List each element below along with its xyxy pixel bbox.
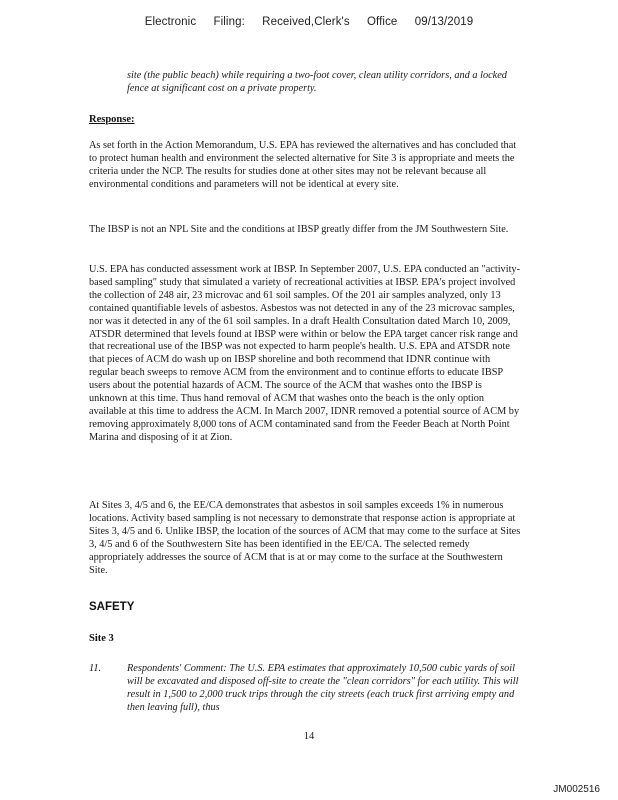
header-electronic: Electronic — [144, 16, 197, 28]
header-filing: Filing: — [213, 16, 245, 28]
page-number: 14 — [303, 731, 315, 742]
header-received: Received,Clerk's — [262, 16, 350, 28]
bates-number: JM002516 — [553, 784, 600, 795]
site-heading: Site 3 — [89, 633, 114, 644]
paragraph-3: U.S. EPA has conducted assessment work at IBSP. In September 2007, U.S. EPA conducted an "activity-based sampling" study that simulated a variety of recreational activities at IBSP. EPA's project involved the collection of 248 air, 23 microvac and 61 soil samples. Of the 201 air samples analyzed, only 13 contained quantifiable levels of asbestos. Asbestos was not detected in any of the 23 microvac samples, nor was it detected in any of the 61 soil samples. In a draft Health Consultation dated March 10, 2009, ATSDR determined that levels found at IBSP were within or below the EPA target cancer risk range and that recreational use of the IBSP was not expected to harm people's health. U.S. EPA and ATSDR note that pieces of ACM do wash up on IBSP shoreline and both recommend that IDNR continue with regular beach sweeps to remove ACM from the environment and to continue efforts to educate IBSP users about the potential hazards of ACM. The source of the ACM that washes onto the IBSP is unknown at this time. Thus hand removal of ACM that washes onto the beach is the only option available at this time to address the ACM. In March 2007, IDNR removed a potential source of ACM by removing approximately 8,000 tons of ACM contaminated sand from the Feeder Beach at North Point Marina and disposing of it at Zion. — [89, 264, 521, 443]
response-heading: Response: — [89, 114, 135, 125]
paragraph-2: The IBSP is not an NPL Site and the conditions at IBSP greatly differ from the JM Southwestern Site. — [89, 224, 509, 235]
comment-text: Respondents' Comment: The U.S. EPA estimates that approximately 10,500 cubic yards of soil will be excavated and disposed off-site to create the "clean corridors" for each utility. This will result in 1,500 to 2,000 truck trips through the city streets (each truck first arriving empty and then leaving full), thus — [127, 663, 519, 713]
filing-header — [0, 16, 618, 28]
paragraph-4: At Sites 3, 4/5 and 6, the EE/CA demonstrates that asbestos in soil samples exceeds 1% in numerous locations. Activity based sampling is not necessary to demonstrate that response action is appropriate at Sites 3, 4/5 and 6. Unlike IBSP, the location of the sources of ACM that may come to the surface at Sites 3, 4/5 and 6 of the Southwestern Site has been identified in the EE/CA. The selected remedy appropriately addresses the source of ACM that is at or may come to the surface at the Southwestern Site. — [89, 500, 521, 576]
comment-number: 11. — [89, 663, 102, 674]
paragraph-1: As set forth in the Action Memorandum, U.S. EPA has reviewed the alternatives and has concluded that to protect human health and environment the selected alternative for Site 3 is appropriate and meets the criteria under the NCP. The results for studies done at other sites may not be relevant because all environmental conditions and parameters will not be identical at every site. — [89, 140, 517, 190]
header-date: 09/13/2019 — [414, 16, 474, 28]
intro-quote: site (the public beach) while requiring a two-foot cover, clean utility corridors, and a locked fence at significant cost on a private property. — [127, 70, 507, 94]
header-office: Office — [367, 16, 398, 28]
safety-heading: SAFETY — [89, 601, 135, 613]
